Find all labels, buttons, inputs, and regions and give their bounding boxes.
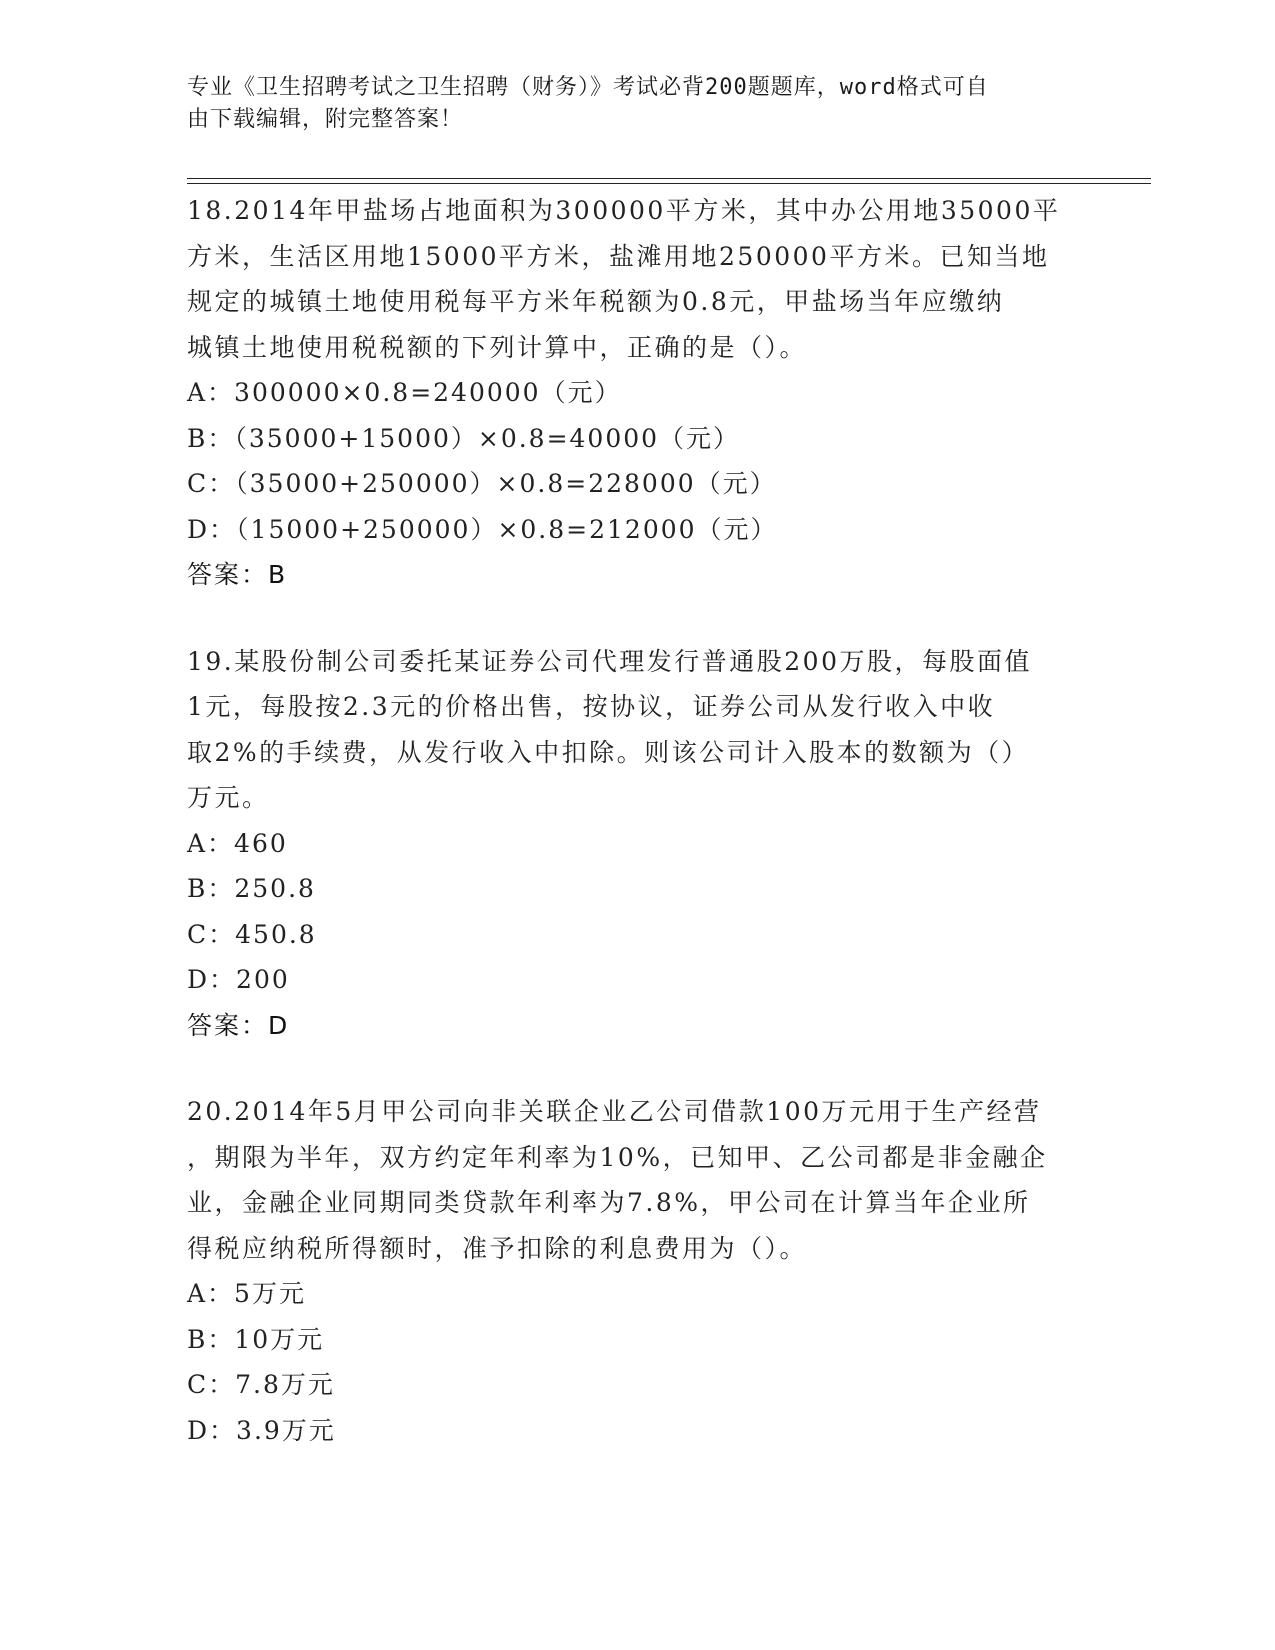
header-title-line-1: 专业《卫生招聘考试之卫生招聘（财务）》考试必背200题题库，word格式可自 — [187, 75, 989, 100]
header-title-line-2: 由下载编辑，附完整答案！ — [187, 107, 464, 132]
question-20 — [187, 1089, 1087, 1453]
question-18 — [187, 188, 1087, 598]
answer-label: 答案：D — [187, 1010, 290, 1040]
question-text-line: 业，金融企业同期同类贷款年利率为7.8%，甲公司在计算当年企业所 — [187, 1188, 1031, 1217]
question-text-line: 万元。 — [187, 783, 270, 812]
option-a: A：460 — [187, 828, 288, 858]
question-text-line: ，期限为半年，双方约定年利率为10%，已知甲、乙公司都是非金融企 — [187, 1142, 1048, 1172]
question-spacer — [187, 598, 1087, 639]
question-list — [187, 188, 1087, 1453]
question-text-line: 城镇土地使用税税额的下列计算中，正确的是（）。 — [187, 332, 808, 362]
question-spacer — [187, 1048, 1087, 1089]
question-text-line: 20.2014年5月甲公司向非关联企业乙公司借款100万元用于生产经营 — [187, 1097, 1042, 1126]
question-text-line: 方米，生活区用地15000平方米，盐滩用地250000平方米。已知当地 — [187, 241, 1050, 271]
question-text-line: 1元，每股按2.3元的价格出售，按协议，证券公司从发行收入中收 — [187, 692, 996, 721]
question-text-line: 得税应纳税所得额时，准予扣除的利息费用为（）。 — [187, 1233, 808, 1263]
option-a: A：5万元 — [187, 1279, 306, 1308]
question-text-line: 规定的城镇土地使用税每平方米年税额为0.8元，甲盐场当年应缴纳 — [187, 287, 1005, 316]
option-c: C：7.8万元 — [187, 1370, 335, 1399]
option-c: C：450.8 — [187, 919, 317, 949]
question-text-line: 取2%的手续费，从发行收入中扣除。则该公司计入股本的数额为（） — [187, 737, 1030, 767]
option-d: D：3.9万元 — [187, 1415, 336, 1445]
option-a: A：300000×0.8=240000（元） — [187, 378, 622, 407]
answer-label: 答案：B — [187, 560, 288, 589]
option-b: B：250.8 — [187, 874, 316, 903]
option-b: B：10万元 — [187, 1324, 325, 1354]
header-divider-bottom — [187, 183, 1151, 184]
option-c: C：（35000+250000）×0.8=228000（元） — [187, 469, 777, 498]
question-19 — [187, 639, 1087, 1049]
option-b: B：（35000+15000）×0.8=40000（元） — [187, 423, 741, 453]
question-text-line: 18.2014年甲盐场占地面积为300000平方米，其中办公用地35000平 — [187, 196, 1061, 225]
document-header — [187, 72, 1067, 136]
option-d: D：（15000+250000）×0.8=212000（元） — [187, 514, 778, 544]
option-d: D：200 — [187, 965, 290, 994]
header-divider-top — [187, 178, 1151, 179]
question-text-line: 19.某股份制公司委托某证券公司代理发行普通股200万股，每股面值 — [187, 646, 1032, 676]
